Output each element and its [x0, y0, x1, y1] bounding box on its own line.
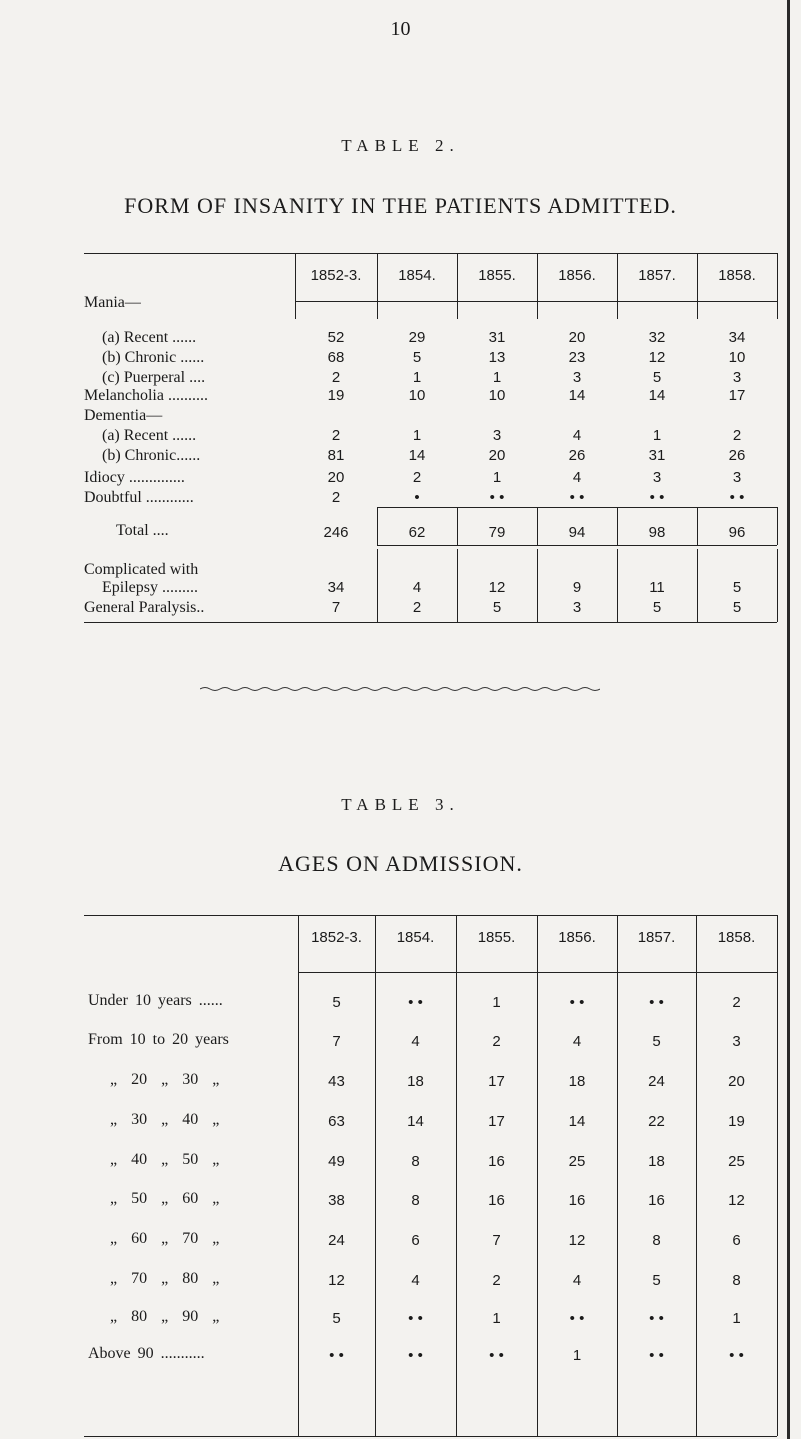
table-cell: 5 — [412, 349, 422, 366]
table-cell: 5 — [492, 599, 502, 616]
table-cell: 13 — [488, 349, 506, 366]
table-cell: 7 — [492, 1232, 501, 1249]
table-cell: 2 — [412, 599, 422, 616]
table-cell: 24 — [648, 1073, 665, 1090]
table-rule — [377, 507, 777, 508]
column-header: 1856. — [558, 929, 596, 946]
table-cell: 8 — [411, 1192, 420, 1209]
table-cell: 2 — [732, 427, 742, 444]
table-cell: 25 — [728, 1153, 745, 1170]
table-rule — [295, 301, 777, 302]
table3-label: TABLE 3. — [341, 795, 460, 814]
row-label: (c) Puerperal .... — [102, 369, 206, 386]
row-label: „ 20 „ 30 „ — [110, 1071, 220, 1088]
table-cell: 38 — [328, 1192, 345, 1209]
table-cell: 1 — [652, 427, 662, 444]
table-cell: 4 — [572, 1033, 582, 1050]
table-cell: 3 — [732, 369, 742, 386]
column-rule — [295, 253, 296, 301]
complicated-heading: Complicated with — [84, 561, 199, 578]
table-cell: 2 — [492, 1272, 501, 1289]
table-cell: 7 — [331, 599, 341, 616]
table-cell: 4 — [572, 1272, 582, 1289]
column-rule — [537, 253, 538, 301]
table-cell: 1 — [492, 469, 502, 486]
table-cell: 31 — [648, 447, 666, 464]
row-label: „ 80 „ 90 „ — [110, 1308, 220, 1325]
column-rule — [777, 549, 778, 622]
divider-ornament — [200, 686, 600, 692]
table-cell: 3 — [732, 1033, 741, 1050]
table-cell: • • — [729, 489, 745, 506]
table-cell: 5 — [332, 1310, 341, 1327]
table-cell: 6 — [411, 1232, 420, 1249]
table-cell: 14 — [648, 387, 666, 404]
table-cell: 16 — [488, 1192, 505, 1209]
column-rule — [377, 253, 378, 301]
table-cell: 2 — [331, 427, 341, 444]
table-cell: • • — [649, 1347, 664, 1364]
row-label: Under 10 years ...... — [88, 992, 223, 1009]
column-rule — [537, 301, 538, 319]
column-rule — [377, 549, 378, 622]
table-cell: 8 — [732, 1272, 741, 1289]
table-cell: 19 — [327, 387, 345, 404]
table-cell: 32 — [648, 329, 666, 346]
row-label: (b) Chronic ...... — [102, 349, 205, 366]
table-cell: 20 — [327, 469, 345, 486]
table-cell: • • — [649, 994, 664, 1011]
table-cell: 20 — [728, 1073, 745, 1090]
column-rule — [697, 253, 698, 301]
table-cell: 1 — [492, 994, 501, 1011]
table-cell: 17 — [488, 1073, 505, 1090]
table-cell: 68 — [327, 349, 345, 366]
total-cell: 246 — [323, 524, 349, 541]
table-cell: 16 — [648, 1192, 665, 1209]
table-cell: • — [414, 489, 420, 506]
table-cell: 29 — [408, 329, 426, 346]
table2-title: FORM OF INSANITY IN THE PATIENTS ADMITTED. — [124, 193, 677, 218]
table-cell: 2 — [492, 1033, 501, 1050]
table-cell: 1 — [412, 369, 422, 386]
column-rule — [777, 253, 778, 301]
table-cell: 24 — [328, 1232, 345, 1249]
table-cell: 1 — [492, 1310, 501, 1327]
table-cell: 10 — [728, 349, 746, 366]
table-cell: 52 — [327, 329, 345, 346]
table-cell: 14 — [407, 1113, 424, 1130]
total-cell: 79 — [488, 524, 506, 541]
table-cell: 3 — [732, 469, 742, 486]
table-cell: 10 — [488, 387, 506, 404]
column-rule — [617, 253, 618, 301]
table-cell: 34 — [728, 329, 746, 346]
table-cell: • • — [489, 489, 505, 506]
row-label: Above 90 ........... — [88, 1345, 205, 1362]
table-cell: • • — [649, 489, 665, 506]
column-header: 1855. — [478, 267, 516, 284]
row-label: „ 50 „ 60 „ — [110, 1190, 220, 1207]
table-cell: 5 — [652, 599, 662, 616]
page-number: 10 — [390, 18, 411, 40]
table-cell: 16 — [568, 1192, 586, 1209]
column-header: 1858. — [718, 267, 756, 284]
table-cell: 20 — [488, 447, 506, 464]
row-label: Epilepsy ......... — [102, 579, 198, 596]
table-cell: 22 — [648, 1113, 665, 1130]
column-header: 1854. — [398, 267, 436, 284]
table-cell: 4 — [572, 469, 582, 486]
row-label: Melancholia .......... — [84, 387, 208, 404]
table-cell: 2 — [412, 469, 422, 486]
table-rule — [377, 545, 777, 546]
table-cell: 8 — [652, 1232, 661, 1249]
table-cell: 1 — [412, 427, 422, 444]
table-cell: 12 — [568, 1232, 586, 1249]
table-cell: 12 — [488, 579, 506, 596]
row-label: From 10 to 20 years — [88, 1031, 229, 1048]
row-label: Mania— — [84, 294, 141, 311]
table-rule — [84, 1436, 777, 1437]
table-cell: 14 — [408, 447, 426, 464]
table-cell: 5 — [652, 1272, 661, 1289]
total-label: Total .... — [116, 522, 169, 539]
column-rule — [697, 301, 698, 319]
table-cell: 31 — [488, 329, 506, 346]
table-cell: 11 — [649, 579, 665, 596]
table-cell: 2 — [732, 994, 741, 1011]
row-label: (a) Recent ...... — [102, 329, 197, 346]
table-cell: 3 — [572, 599, 582, 616]
table-cell: 10 — [408, 387, 426, 404]
table-cell: 26 — [728, 447, 746, 464]
row-label: „ 70 „ 80 „ — [110, 1270, 220, 1287]
column-header: 1857. — [637, 929, 676, 946]
table-rule — [84, 915, 777, 916]
table-cell: 17 — [488, 1113, 505, 1130]
column-rule — [777, 915, 778, 1436]
column-header: 1858. — [717, 929, 756, 946]
column-header: 1852-3. — [310, 267, 362, 284]
table-cell: • • — [408, 1347, 423, 1364]
row-label: (b) Chronic...... — [102, 447, 201, 464]
table-cell: 16 — [488, 1153, 505, 1170]
table-cell: 34 — [327, 579, 345, 596]
total-cell: 62 — [408, 524, 426, 541]
table-cell: 1 — [492, 369, 502, 386]
table-cell: 43 — [328, 1073, 345, 1090]
table-cell: 18 — [407, 1073, 424, 1090]
table-cell: 18 — [568, 1073, 586, 1090]
table-cell: 4 — [572, 427, 582, 444]
total-cell: 94 — [568, 524, 586, 541]
table-cell: 5 — [732, 599, 742, 616]
row-label: „ 60 „ 70 „ — [110, 1230, 220, 1247]
table-cell: 3 — [652, 469, 662, 486]
table-cell: • • — [569, 1310, 585, 1327]
table-cell: 5 — [652, 369, 662, 386]
column-header: 1856. — [558, 267, 596, 284]
column-header: 1852-3. — [311, 929, 362, 946]
column-rule — [377, 301, 378, 319]
table-cell: 4 — [412, 579, 422, 596]
table-cell: 26 — [568, 447, 586, 464]
table-cell: • • — [408, 1310, 423, 1327]
column-rule — [617, 301, 618, 319]
table-cell: 5 — [652, 1033, 661, 1050]
table-cell: 81 — [327, 447, 345, 464]
column-rule — [617, 549, 618, 622]
row-label: Doubtful ............ — [84, 489, 194, 506]
row-label: „ 40 „ 50 „ — [110, 1151, 220, 1168]
column-rule — [537, 549, 538, 622]
table-cell: 3 — [492, 427, 502, 444]
table-cell: • • — [569, 489, 585, 506]
table-cell: • • — [329, 1347, 344, 1364]
total-cell: 98 — [648, 524, 666, 541]
column-header: 1854. — [396, 929, 435, 946]
table-cell: 17 — [728, 387, 746, 404]
column-rule — [457, 253, 458, 301]
table-cell: 14 — [568, 387, 586, 404]
table-cell: 12 — [328, 1272, 345, 1289]
table-cell: 6 — [732, 1232, 741, 1249]
table-cell: 49 — [328, 1153, 345, 1170]
table-cell: 12 — [648, 349, 666, 366]
column-rule — [457, 549, 458, 622]
table-cell: 4 — [411, 1033, 420, 1050]
table-cell: 20 — [568, 329, 586, 346]
column-rule — [697, 549, 698, 622]
table-cell: 25 — [568, 1153, 586, 1170]
column-rule — [295, 301, 296, 319]
table-cell: 2 — [331, 489, 341, 506]
table-cell: • • — [489, 1347, 504, 1364]
column-rule — [777, 507, 778, 545]
table3-title: AGES ON ADMISSION. — [278, 851, 523, 876]
table-cell: • • — [408, 994, 423, 1011]
table-cell: 5 — [332, 994, 341, 1011]
row-label: Dementia— — [84, 407, 163, 424]
table-rule — [84, 622, 777, 623]
total-cell: 96 — [728, 524, 746, 541]
table-cell: 2 — [331, 369, 341, 386]
table2-label: TABLE 2. — [341, 136, 460, 155]
row-label: (a) Recent ...... — [102, 427, 197, 444]
table-cell: 9 — [572, 579, 582, 596]
row-label: Idiocy .............. — [84, 469, 185, 486]
table-cell: 1 — [732, 1310, 741, 1327]
table-cell: 23 — [568, 349, 586, 366]
table-cell: 18 — [648, 1153, 665, 1170]
table-cell: 8 — [411, 1153, 420, 1170]
column-rule — [777, 301, 778, 319]
column-rule — [457, 301, 458, 319]
table-cell: 5 — [732, 579, 742, 596]
table-cell: • • — [729, 1347, 744, 1364]
table-cell: 7 — [332, 1033, 341, 1050]
table-cell: • • — [569, 994, 585, 1011]
table-cell: 3 — [572, 369, 582, 386]
table-cell: • • — [649, 1310, 664, 1327]
table-rule — [84, 253, 777, 254]
row-label: „ 30 „ 40 „ — [110, 1111, 220, 1128]
table-cell: 12 — [728, 1192, 745, 1209]
table-cell: 19 — [728, 1113, 745, 1130]
table-cell: 4 — [411, 1272, 420, 1289]
row-label: General Paralysis.. — [84, 599, 205, 616]
table-cell: 63 — [328, 1113, 345, 1130]
table-cell: 1 — [572, 1347, 582, 1364]
table-cell: 14 — [568, 1113, 586, 1130]
column-header: 1857. — [638, 267, 676, 284]
column-header: 1855. — [477, 929, 516, 946]
